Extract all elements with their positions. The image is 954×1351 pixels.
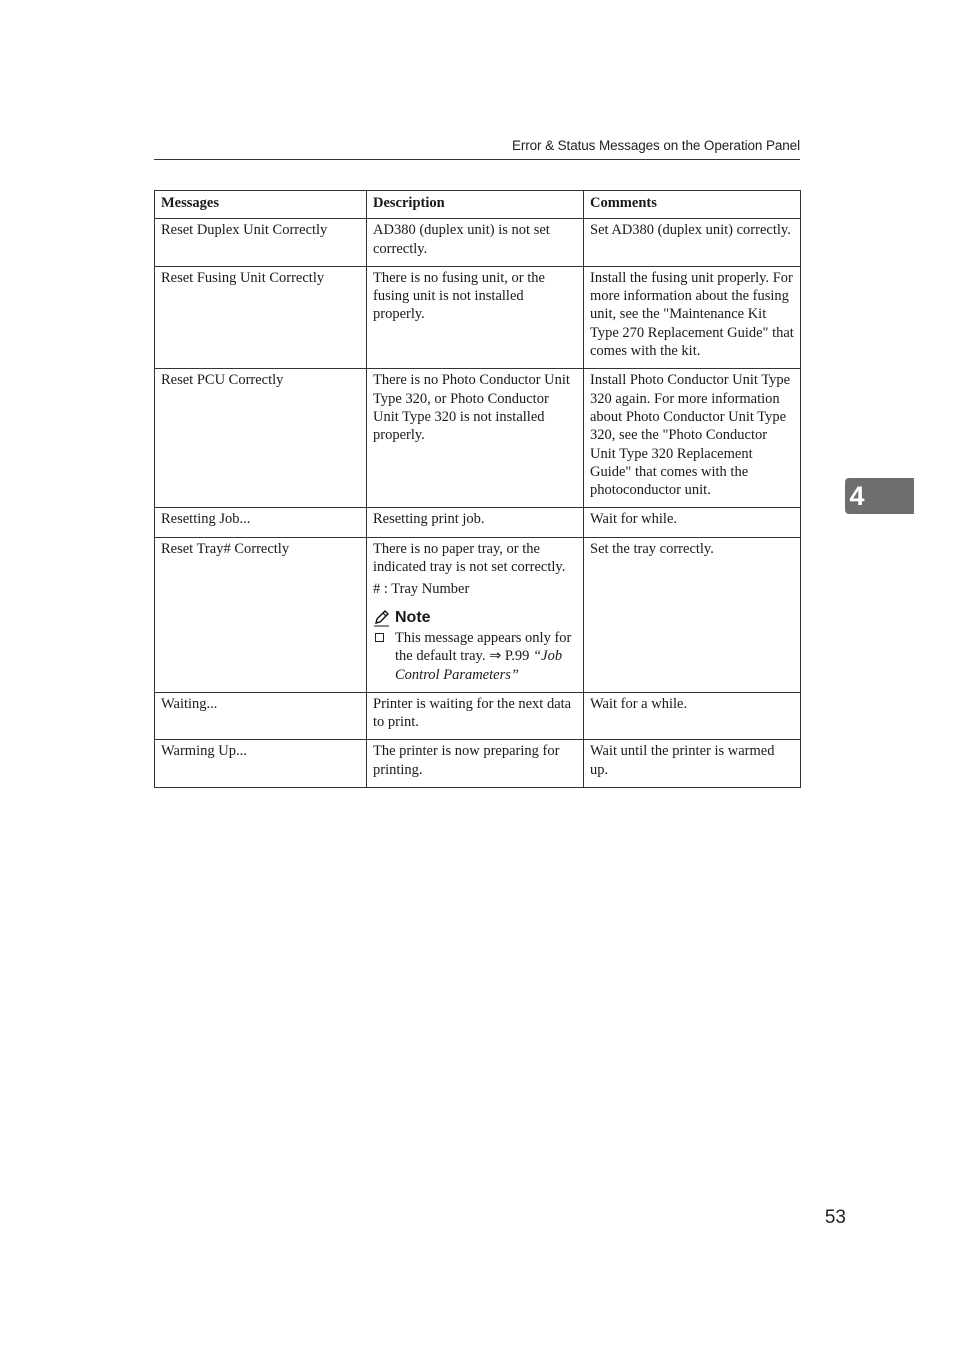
table-row [155,508,801,537]
description-cell: There is no fusing unit, or the fusing unit is not installed properly. [367,266,584,368]
description-cell: There is no Photo Conductor Unit Type 320, or Photo Conductor Unit Type 320 is not installed properly. [367,369,584,508]
chapter-tab [845,478,914,514]
column-header-description: Description [367,191,584,219]
note-text: This message appears only for the default tray. ⇒ P.99 [395,629,572,665]
message-cell: Warming Up... [155,740,367,788]
comments-cell: Install Photo Conductor Unit Type 320 again. For more information about Photo Conductor Unit Type 320, see the "Photo Conductor Unit Type 320 Replacement Guide" that comes with the photoconductor unit. [584,369,801,508]
table-row [155,219,801,267]
note-item [373,629,577,684]
comments-cell: Set AD380 (duplex unit) correctly. [584,219,801,267]
note-label: Note [395,608,431,626]
table-row [155,537,801,692]
message-cell: Reset PCU Correctly [155,369,367,508]
note-reference-link[interactable]: “Job Control Parameters” [395,648,563,683]
table-row [155,740,801,788]
table-row [155,266,801,368]
description-text: There is no paper tray, or the indicated tray is not set correctly. [373,540,566,576]
description-cell: Printer is waiting for the next data to print. [367,692,584,740]
column-header-comments: Comments [584,191,801,219]
description-cell: AD380 (duplex unit) is not set correctly. [367,219,584,267]
comments-cell: Wait for a while. [584,692,801,740]
description-cell: The printer is now preparing for printing. [367,740,584,788]
tray-number-legend: # : Tray Number [373,581,470,598]
message-cell: Resetting Job... [155,508,367,537]
comments-cell: Wait for while. [584,508,801,537]
comments-cell: Install the fusing unit properly. For more information about the fusing unit, see the "Maintenance Kit Type 270 Replacement Guide" that comes with the kit. [584,266,801,368]
pencil-icon [373,609,391,627]
header-rule [154,159,800,160]
message-cell: Reset Tray# Correctly [155,537,367,692]
comments-cell: Wait until the printer is warmed up. [584,740,801,788]
checkbox-bullet-icon [375,633,384,642]
message-cell: Reset Fusing Unit Correctly [155,266,367,368]
message-cell: Reset Duplex Unit Correctly [155,219,367,267]
running-header: Error & Status Messages on the Operation Panel [511,138,800,153]
messages-table [154,190,801,788]
table-row [155,369,801,508]
page-number: 53 [824,1207,846,1228]
table-row [155,692,801,740]
description-cell [367,537,584,692]
description-cell: Resetting print job. [367,508,584,537]
table-header-row [155,191,801,219]
comments-cell: Set the tray correctly. [584,537,801,692]
column-header-messages: Messages [155,191,367,219]
note-heading [373,609,577,627]
message-cell: Waiting... [155,692,367,740]
chapter-number: 4 [849,481,865,511]
